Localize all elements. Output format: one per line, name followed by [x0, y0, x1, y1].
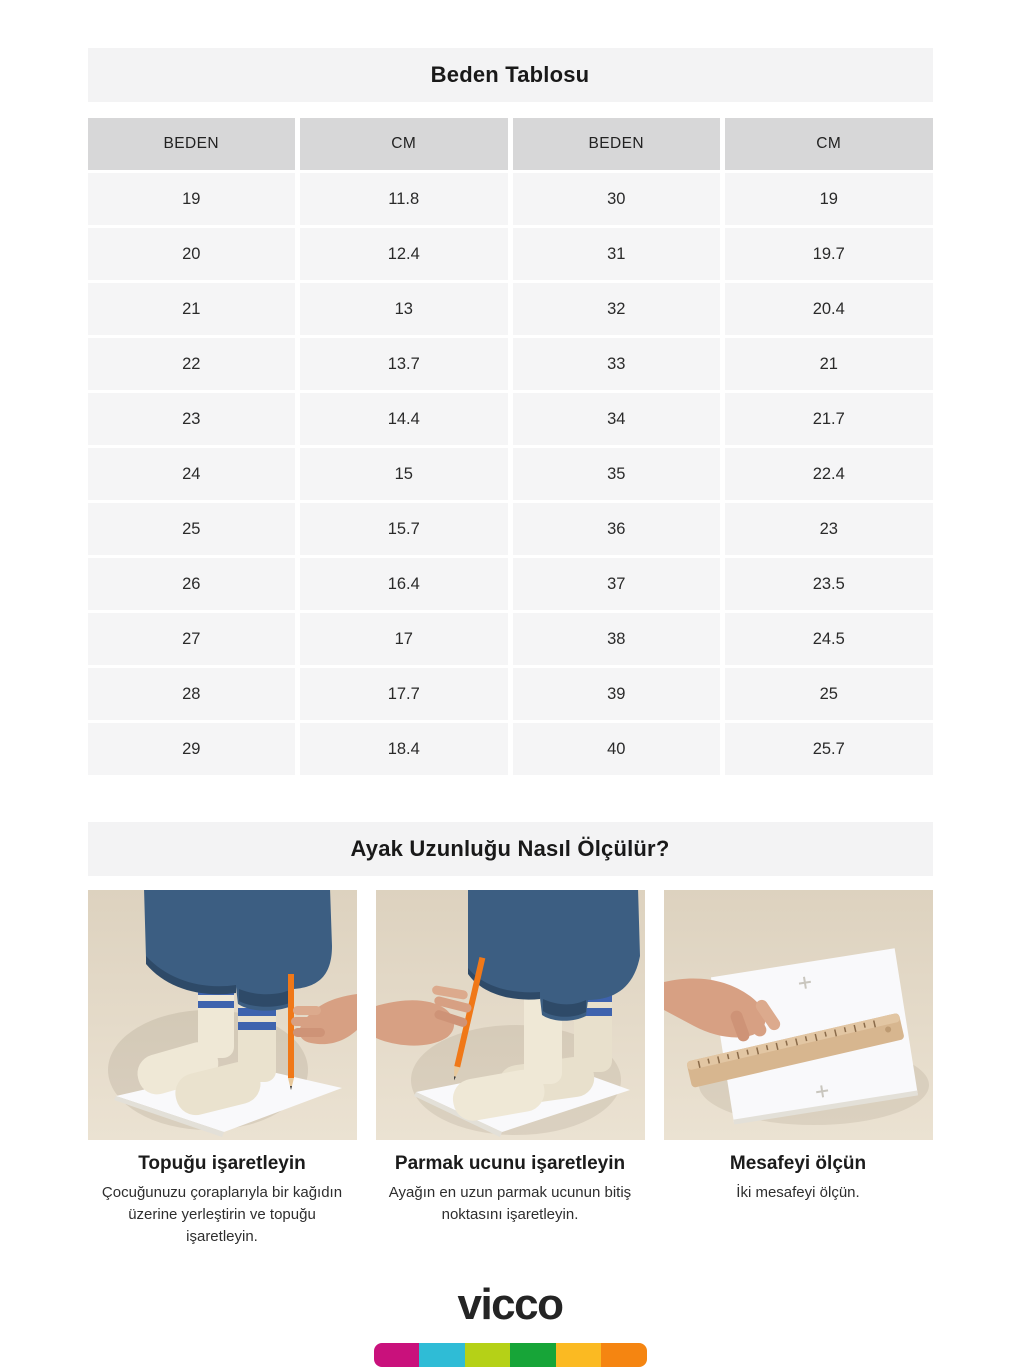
table-cell: 23 [725, 503, 933, 555]
table-cell: 38 [513, 613, 721, 665]
content [88, 0, 933, 1247]
rainbow-segment [601, 1343, 647, 1367]
table-cell: 34 [513, 393, 721, 445]
step-heading: Mesafeyi ölçün [729, 1153, 867, 1174]
column-header-beden-left: BEDEN [88, 118, 296, 170]
measure-distance-photo [664, 890, 933, 1140]
table-cell: 16.4 [300, 558, 508, 610]
table-cell: 17.7 [300, 668, 508, 720]
table-cell: 13.7 [300, 338, 508, 390]
rainbow-segment [374, 1343, 420, 1367]
table-cell: 19.7 [725, 228, 933, 280]
table-cell: 21 [88, 283, 296, 335]
size-table-title-banner [88, 48, 933, 102]
step-heading: Parmak ucunu işaretleyin [394, 1153, 626, 1174]
table-cell: 20 [88, 228, 296, 280]
table-cell: 35 [513, 448, 721, 500]
rainbow-segment [465, 1343, 511, 1367]
table-cell: 14.4 [300, 393, 508, 445]
column-header-cm-left: CM [300, 118, 508, 170]
step-caption [664, 1153, 933, 1204]
table-cell: 23 [88, 393, 296, 445]
table-cell: 20.4 [725, 283, 933, 335]
vicco-logo: vicco [457, 1280, 563, 1329]
step-description: İki mesafeyi ölçün. [736, 1184, 860, 1201]
column-header-cm-right: CM [725, 118, 933, 170]
table-cell: 25 [725, 668, 933, 720]
table-cell: 23.5 [725, 558, 933, 610]
table-cell: 25.7 [725, 723, 933, 775]
table-cell: 26 [88, 558, 296, 610]
table-cell: 22 [88, 338, 296, 390]
table-cell: 11.8 [300, 173, 508, 225]
step-measure-distance [664, 890, 933, 1247]
column-header-beden-right: BEDEN [513, 118, 721, 170]
size-table-title: Beden Tablosu [430, 62, 590, 87]
step-description: Ayağın en uzun parmak ucunun bitiş noktasını işaretleyin. [388, 1184, 632, 1223]
table-cell: 15 [300, 448, 508, 500]
table-cell: 33 [513, 338, 721, 390]
table-cell: 18.4 [300, 723, 508, 775]
table-cell: 13 [300, 283, 508, 335]
table-cell: 31 [513, 228, 721, 280]
table-cell: 30 [513, 173, 721, 225]
table-cell: 27 [88, 613, 296, 665]
table-cell: 21.7 [725, 393, 933, 445]
mark-toe-photo [376, 890, 645, 1140]
step-description: Çocuğunuzu çoraplarıyla bir kağıdın üzerine yerleştirin ve topuğu işaretleyin. [101, 1184, 343, 1245]
mark-heel-photo [88, 890, 357, 1140]
rainbow-bar [374, 1343, 647, 1367]
table-cell: 15.7 [300, 503, 508, 555]
table-cell: 17 [300, 613, 508, 665]
step-mark-heel [88, 890, 357, 1247]
measure-section-title: Ayak Uzunluğu Nasıl Ölçülür? [350, 836, 670, 861]
step-heading: Topuğu işaretleyin [138, 1153, 306, 1174]
footer [0, 1280, 1020, 1360]
rainbow-segment [510, 1343, 556, 1367]
measure-section-title-banner [88, 822, 933, 876]
table-cell: 25 [88, 503, 296, 555]
rainbow-segment [419, 1343, 465, 1367]
step-caption [376, 1153, 645, 1226]
table-cell: 22.4 [725, 448, 933, 500]
table-cell: 24.5 [725, 613, 933, 665]
table-cell: 32 [513, 283, 721, 335]
table-cell: 19 [88, 173, 296, 225]
table-cell: 40 [513, 723, 721, 775]
table-cell: 12.4 [300, 228, 508, 280]
table-cell: 19 [725, 173, 933, 225]
table-cell: 29 [88, 723, 296, 775]
table-cell: 21 [725, 338, 933, 390]
measure-steps [88, 890, 933, 1247]
step-mark-toe [376, 890, 645, 1247]
rainbow-segment [556, 1343, 602, 1367]
table-cell: 24 [88, 448, 296, 500]
table-cell: 36 [513, 503, 721, 555]
step-caption [88, 1153, 357, 1247]
size-table [88, 118, 933, 775]
table-cell: 39 [513, 668, 721, 720]
table-cell: 37 [513, 558, 721, 610]
table-cell: 28 [88, 668, 296, 720]
